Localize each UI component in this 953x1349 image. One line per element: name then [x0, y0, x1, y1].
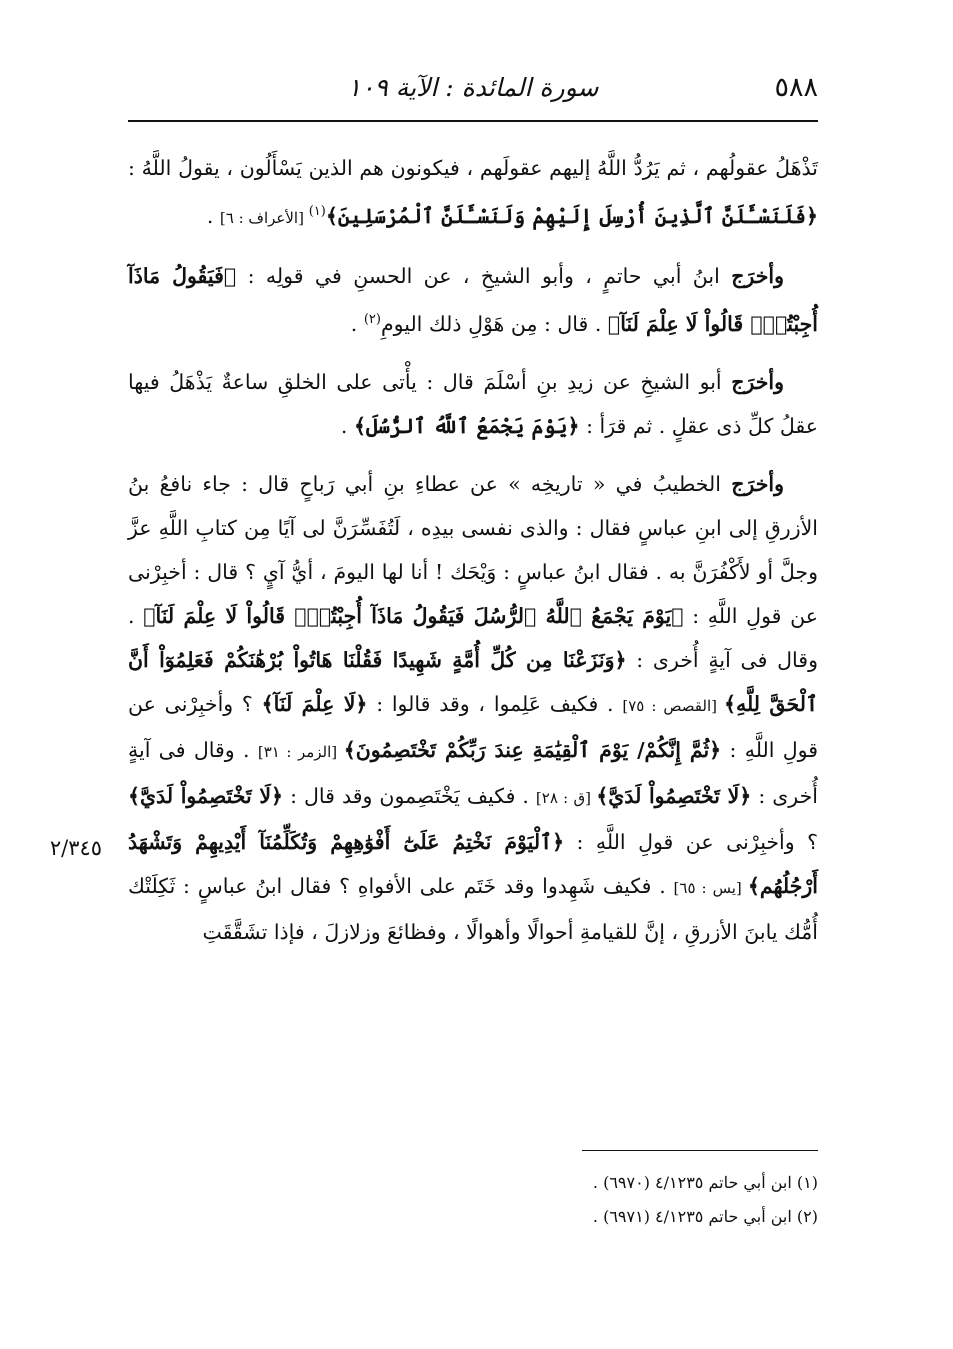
surah-citation: [القصص : ٧٥] — [622, 696, 724, 715]
margin-reference: ٢/٣٤٥ — [49, 836, 103, 860]
paragraph — [128, 462, 818, 954]
paragraph — [128, 254, 818, 346]
paragraph — [128, 146, 818, 240]
text-run: ؟ وأخبِرْنى عن قولِ اللَّهِ : — [564, 829, 818, 854]
page-number: ٥٨٨ — [774, 72, 818, 103]
quran-quote: ﴿لَا تَخْتَصِمُواْ لَدَيَّ﴾ — [128, 783, 284, 808]
footnotes — [128, 1166, 818, 1234]
quran-quote: ﴿وَنَزَعْنَا مِن كُلِّ أُمَّةٍ شَهِيدًا فَقُلْنَا هَاتُواْ بُرْهَٰنَكُمْ فَعَلِمُوٓاْ أَنَّ ٱلْحَقَّ لِلَّهِ﴾ — [128, 647, 818, 716]
footnote-1: (١) ابن أبي حاتم ٤/١٢٣٥ (٦٩٧٠) . — [592, 1173, 818, 1192]
text-run: ابنُ أبي حاتمٍ ، وأبو الشيخِ ، عن الحسنِ في قولِه : — [236, 263, 732, 288]
lead-word: وأخرَج — [731, 263, 784, 288]
quran-quote: ﴿لَا عِلْمَ لَنَآ﴾ — [261, 691, 368, 716]
surah-citation: [الزمر : ٣١] — [257, 742, 344, 761]
quran-quote: ﴿ثُمَّ إِنَّكُمْ/ يَوْمَ ٱلْقِيَٰمَةِ عِندَ رَبِّكُمْ تَخْتَصِمُونَ﴾ — [343, 737, 722, 762]
surah-citation: [ق : ٢٨] — [535, 788, 597, 807]
text-run: . وقال فى آيةٍ أُخرى : — [128, 603, 818, 672]
lead-word: وأخرَج — [731, 369, 784, 394]
text-run: . فكيف عَلِموا ، وقد قالوا : — [367, 691, 623, 716]
footnote-marker: (٢) — [363, 311, 381, 327]
quran-quote: ﴿يَوْمَ يَجْمَعُ ٱللَّهُ ٱلرُّسُلَ فَيَقُولُ مَاذَآ أُجِبْتُمْۖ قَالُواْ لَا عِلْمَ لَنَآ﴾ — [143, 603, 684, 628]
footnote-2: (٢) ابن أبي حاتم ٤/١٢٣٥ (٦٩٧١) . — [592, 1207, 818, 1226]
running-title: سورة المائدة : الآية ١٠٩ — [347, 73, 599, 102]
text-run: . قال : مِن هَوْلِ ذلك اليومِ — [380, 311, 608, 336]
main-text — [128, 146, 818, 968]
text-run: أبو الشيخِ عن زيدِ بنِ أسْلَمَ قال : يأْتى على الخلقِ ساعةٌ يَذْهَلُ فيها عقلُ كلِّ ذى عقلٍ . ثم قرَأ : — [128, 369, 818, 438]
text-run: تَذْهَلُ عقولُهم ، ثم يَرُدُّ اللَّهُ إليهم عقولَهم ، فيكونون هم الذين يَسْأَلُون ، يقولُ اللَّهُ : — [128, 156, 818, 180]
text-run: الخطيبُ في « تاريخِه » عن عطاءِ بنِ أبي رَباحٍ قال : جاء نافعُ بنُ الأزرقِ إلى ابنِ عباسٍ فقال : والذى نفسى بيدِه ، لَتُفَسِّرَنَّ لى آيًا مِن كتابِ اللَّهِ عزَّ وجلَّ أو لأَكْفُرَنَّ به . فقال ابنُ عباسٍ : وَيْحَك ! أنا لها اليومَ ، أيُّ آيٍ ؟ قال : أخبِرْنى عن قولِ اللَّهِ : — [128, 471, 818, 628]
quran-quote: ﴿فَلَنَسْـَٔلَنَّ ٱلَّذِينَ أُرْسِلَ إِلَيْهِمْ وَلَنَسْـَٔلَنَّ ٱلْمُرْسَلِينَ﴾ — [325, 203, 818, 228]
text-run: ؟ وأخبِرْنى عن قولِ اللَّهِ : — [128, 691, 818, 762]
page-header — [128, 62, 818, 118]
header-rule — [128, 120, 818, 122]
text-run: . فكيف يَخْتَصِمون وقد قال : — [283, 783, 536, 808]
paragraph — [128, 360, 818, 448]
text-run: . — [206, 203, 220, 228]
text-run: . — [350, 311, 364, 336]
surah-citation: [الأعراف : ٦] — [219, 208, 309, 227]
text-run: . وقال فى آيةٍ أُخرى : — [128, 737, 818, 808]
quran-quote: ﴿لَا تَخْتَصِمُواْ لَدَيَّ﴾ — [596, 783, 752, 808]
footnote-separator — [582, 1150, 818, 1151]
quran-quote: ﴿فَيَقُولُ مَاذَآ أُجِبْتُمْۖ قَالُواْ لَا عِلْمَ لَنَآ﴾ — [128, 263, 818, 336]
lead-word: وأخرَج — [731, 471, 784, 496]
quran-quote: ﴿ٱلْيَوْمَ نَخْتِمُ عَلَىٰٓ أَفْوَٰهِهِمْ وَتُكَلِّمُنَآ أَيْدِيهِمْ وَتَشْهَدُ أَرْجُلُهُم﴾ — [128, 829, 818, 898]
surah-citation: [يس : ٦٥] — [673, 878, 748, 897]
footnote-marker: (١) — [308, 204, 326, 219]
text-run: . — [340, 413, 354, 438]
quran-quote: ﴿يَوْمَ يَجْمَعُ ٱللَّهُ ٱلرُّسُلَ﴾ — [353, 413, 580, 438]
text-run: . فكيف شَهِدوا وقد خَتَم على الأفواهِ ؟ فقال ابنُ عباسٍ : ثَكِلَتْك أُمُّك يابنَ الأزرقِ ، إنَّ للقيامةِ أحوالًا وأهوالًا ، وفظائعَ وزلازلَ ، فإذا تشَقَّقَتِ — [128, 873, 818, 944]
